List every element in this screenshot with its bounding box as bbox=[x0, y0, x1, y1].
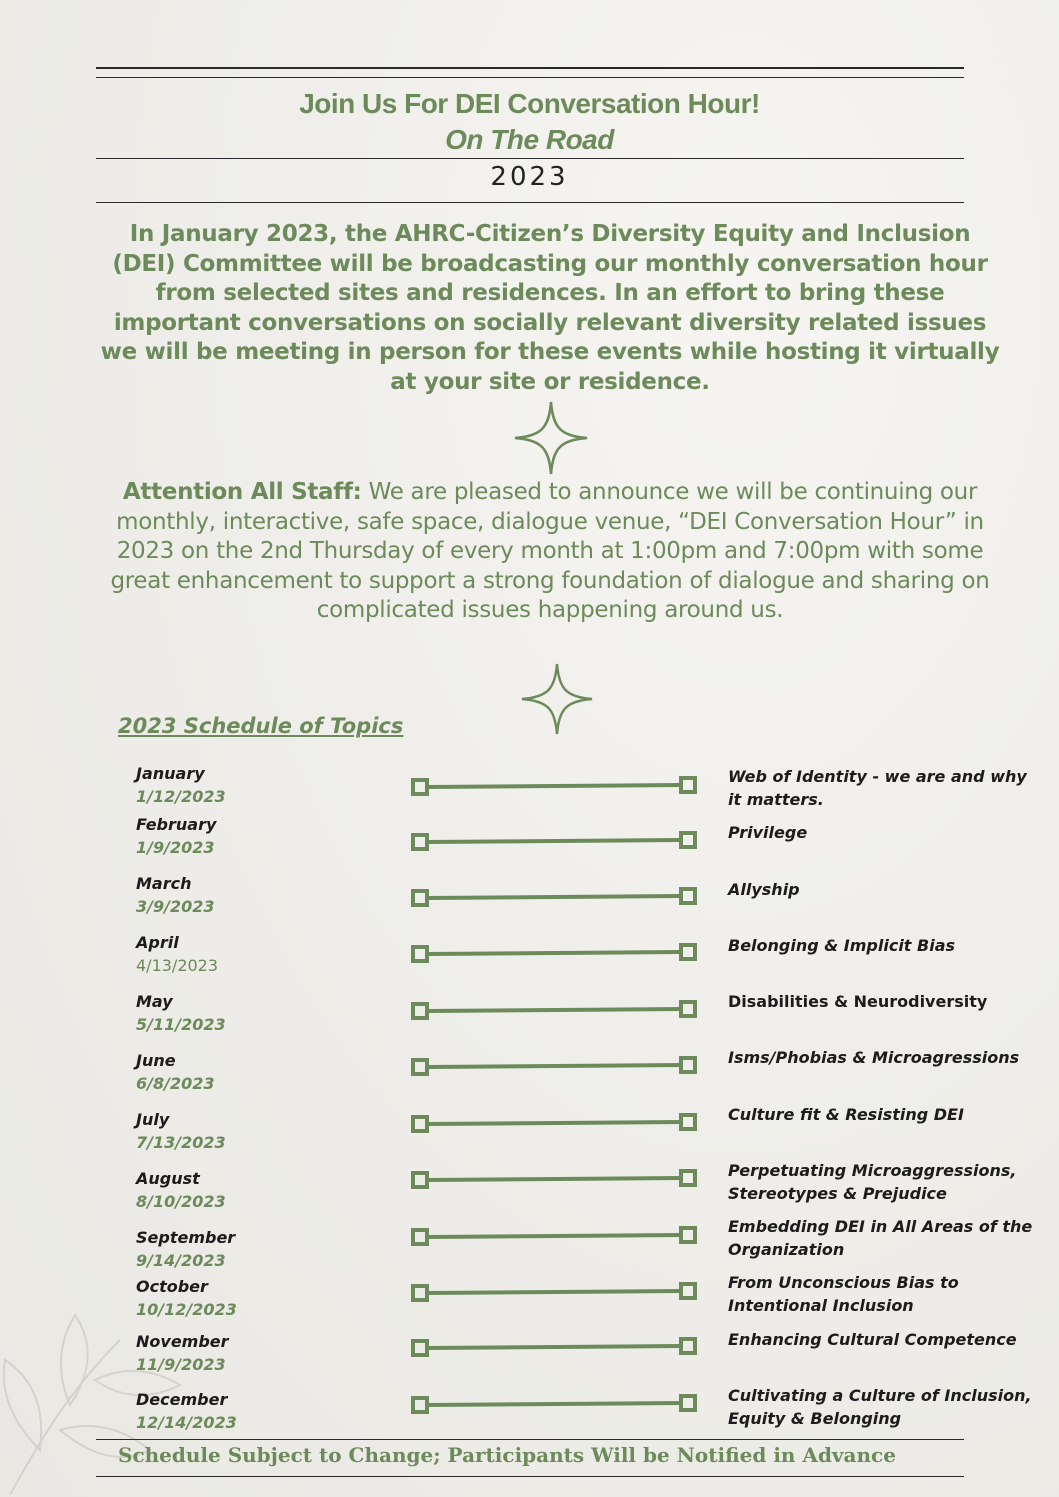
footer-rule-top bbox=[96, 1439, 964, 1440]
month-date: 12/14/2023 bbox=[136, 1413, 237, 1432]
footer-note: Schedule Subject to Change; Participants Will be Notified in Advance bbox=[118, 1443, 896, 1467]
topic-label: Isms/Phobias & Microagressions bbox=[728, 1048, 1020, 1067]
month-date: 10/12/2023 bbox=[136, 1300, 237, 1319]
month-label: March bbox=[136, 874, 192, 893]
attention-paragraph bbox=[95, 478, 1005, 626]
line-with-square-ends-icon bbox=[410, 1055, 700, 1079]
month-label: August bbox=[136, 1169, 200, 1188]
line-with-square-ends-icon bbox=[410, 1168, 700, 1192]
topic-label: Privilege bbox=[728, 823, 808, 842]
page-subtitle: On The Road bbox=[445, 124, 614, 155]
month-label: May bbox=[136, 992, 173, 1011]
page-title: Join Us For DEI Conversation Hour! bbox=[299, 88, 760, 119]
topic-label: Enhancing Cultural Competence bbox=[728, 1330, 1017, 1349]
month-date: 8/10/2023 bbox=[136, 1192, 226, 1211]
topic-label: Allyship bbox=[728, 880, 800, 899]
month-date: 1/12/2023 bbox=[136, 787, 226, 806]
topic-label: Embedding DEI in All Areas of the Organization bbox=[728, 1217, 1033, 1259]
year-rule bbox=[96, 202, 964, 203]
topic-label: Disabilities & Neurodiversity bbox=[728, 992, 988, 1011]
month-label: September bbox=[136, 1228, 236, 1247]
line-with-square-ends-icon bbox=[410, 886, 700, 910]
topic-label: From Unconscious Bias to Intentional Inclusion bbox=[728, 1273, 959, 1315]
four-point-star-icon bbox=[513, 400, 589, 476]
topic-label: Web of Identity - we are and why it matters. bbox=[728, 767, 1027, 809]
line-with-square-ends-icon bbox=[410, 1112, 700, 1136]
month-date: 4/13/2023 bbox=[136, 956, 219, 975]
schedule-title: 2023 Schedule of Topics bbox=[118, 714, 404, 738]
month-date: 9/14/2023 bbox=[136, 1251, 226, 1270]
month-date: 5/11/2023 bbox=[136, 1015, 226, 1034]
line-with-square-ends-icon bbox=[410, 775, 700, 799]
top-rule-2 bbox=[96, 77, 964, 78]
topic-label: Cultivating a Culture of Inclusion, Equity & Belonging bbox=[728, 1386, 1032, 1428]
line-with-square-ends-icon bbox=[410, 1225, 700, 1249]
line-with-square-ends-icon bbox=[410, 942, 700, 966]
four-point-star-icon bbox=[520, 662, 594, 736]
footer-rule-bottom bbox=[96, 1476, 964, 1477]
line-with-square-ends-icon bbox=[410, 1281, 700, 1305]
month-date: 3/9/2023 bbox=[136, 897, 215, 916]
top-rule-1 bbox=[96, 67, 964, 69]
intro-paragraph: In January 2023, the AHRC-Citizen’s Diversity Equity and Inclusion (DEI) Committee will be broadcasting our monthly conversation hour from selected sites and residences. In an effort to bring these important conversations on socially relevant diversity related issues we will be meeting in person for these events while hosting it virtually at your site or residence. bbox=[100, 221, 1000, 395]
month-label: December bbox=[136, 1390, 228, 1409]
month-label: February bbox=[136, 815, 217, 834]
month-label: January bbox=[136, 764, 205, 783]
line-with-square-ends-icon bbox=[410, 1393, 700, 1417]
month-label: April bbox=[136, 933, 179, 952]
month-date: 7/13/2023 bbox=[136, 1133, 226, 1152]
month-date: 1/9/2023 bbox=[136, 838, 215, 857]
month-label: November bbox=[136, 1332, 229, 1351]
line-with-square-ends-icon bbox=[410, 1336, 700, 1360]
line-with-square-ends-icon bbox=[410, 999, 700, 1023]
month-date: 11/9/2023 bbox=[136, 1355, 226, 1374]
line-with-square-ends-icon bbox=[410, 830, 700, 854]
month-label: October bbox=[136, 1277, 208, 1296]
topic-label: Perpetuating Microaggressions, Stereotypes & Prejudice bbox=[728, 1161, 1017, 1203]
title-rule bbox=[96, 158, 964, 159]
attention-text: We are pleased to announce we will be continuing our monthly, interactive, safe space, dialogue venue, “DEI Conversation Hour” in 2023 on the 2nd Thursday of every month at 1:00pm and 7:00pm with some great enhancement to support a strong foundation of dialogue and sharing on complicated issues happening around us. bbox=[110, 479, 990, 623]
month-label: June bbox=[136, 1051, 176, 1070]
year-label: 2023 bbox=[490, 162, 569, 192]
topic-label: Culture fit & Resisting DEI bbox=[728, 1105, 964, 1124]
topic-label: Belonging & Implicit Bias bbox=[728, 936, 956, 955]
attention-lead: Attention All Staff: bbox=[122, 479, 362, 505]
month-label: July bbox=[136, 1110, 170, 1129]
month-date: 6/8/2023 bbox=[136, 1074, 215, 1093]
